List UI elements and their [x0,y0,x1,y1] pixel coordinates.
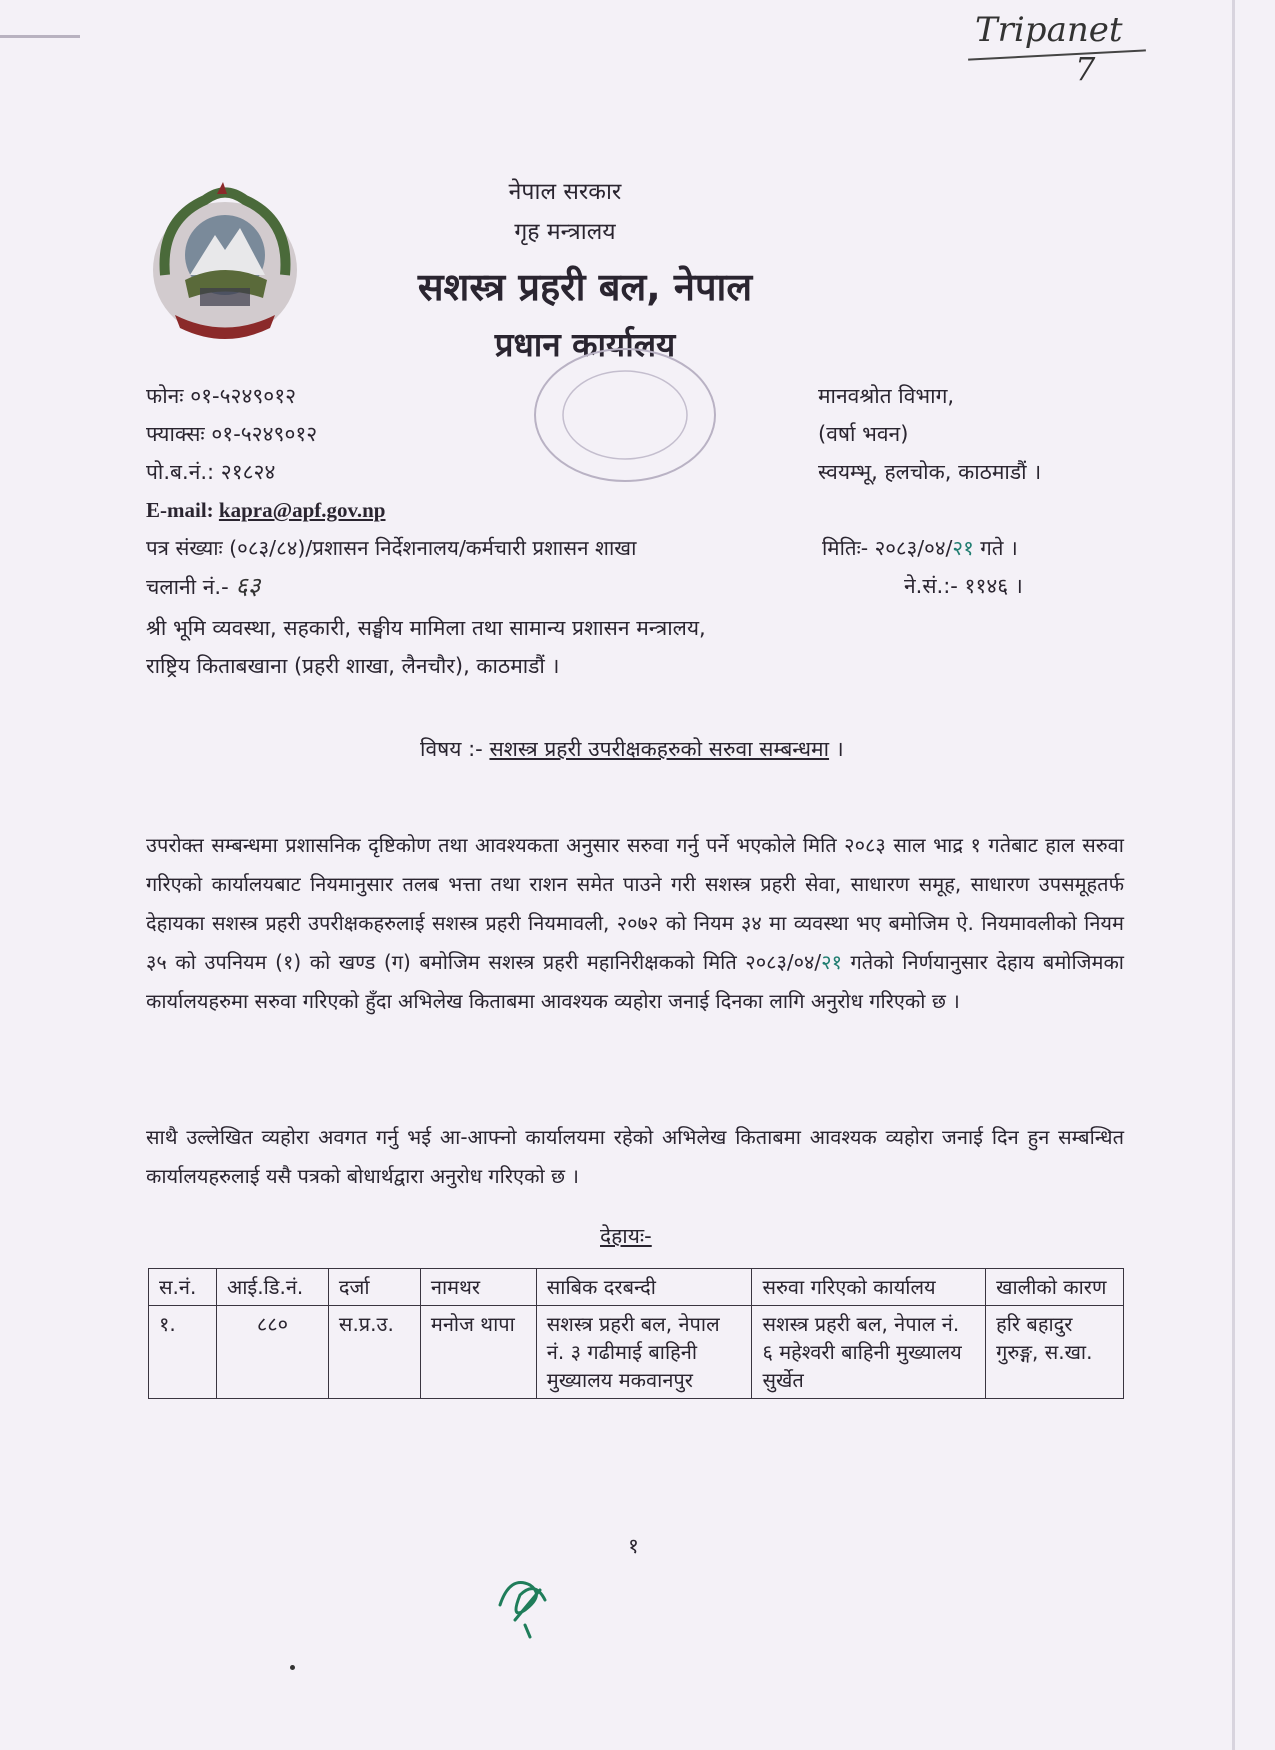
col-transferred-office: सरुवा गरिएको कार्यालय [752,1269,986,1306]
cell-transferred-office: सशस्त्र प्रहरी बल, नेपाल नं. ६ महेश्वरी बाहिनी मुख्यालय सुर्खेत [752,1306,986,1399]
cell-id: ८८० [216,1306,328,1399]
phone-number: फोनः ०१-५२४९०१२ [146,384,297,408]
header-head-office: प्रधान कार्यालय [494,325,676,364]
subject-line [420,735,844,763]
letter-reference: पत्र संख्याः (०८३/८४)/प्रशासन निर्देशनालय/कर्मचारी प्रशासन शाखा [146,536,637,560]
date-prefix: मितिः- २०८३/०४/ [822,536,953,560]
fax-number: फ्याक्सः ०१-५२४९०१२ [146,422,318,446]
col-rank: दर्जा [328,1269,420,1306]
subject-text: सशस्त्र प्रहरी उपरीक्षकहरुको सरुवा सम्बन्धमा [489,737,830,761]
email-line [146,496,386,524]
nepal-emblem-icon [145,180,305,345]
cell-vacancy-reason: हरि बहादुर गुरुङ्ग, स.खा. [986,1306,1124,1399]
col-vacancy-reason: खालीको कारण [986,1269,1124,1306]
department-name: मानवश्रोत विभाग, [818,384,955,408]
email-link[interactable]: kapra@apf.gov.np [218,498,386,522]
po-box: पो.ब.नं.: २१८२४ [146,460,276,484]
building-name: (वर्षा भवन) [818,422,909,446]
transfer-table [148,1268,1124,1399]
recipient-line2: राष्ट्रिय किताबखाना (प्रहरी शाखा, लैनचौर), काठमाडौं । [146,654,560,678]
col-id: आई.डि.नं. [216,1269,328,1306]
cell-rank: स.प्र.उ. [328,1306,420,1399]
handwritten-number: 7 [1075,50,1096,88]
signature-icon [490,1565,560,1640]
dehay-label: देहायः- [600,1224,652,1248]
office-seal-icon [530,345,720,485]
subject-label: विषय :- [420,737,490,761]
paper-edge [1232,0,1235,1750]
scan-mark [0,35,80,38]
dispatch-value: ६३ [235,572,261,600]
col-previous-post: साबिक दरबन्दी [536,1269,752,1306]
email-label: E-mail: [146,498,219,522]
table-row [149,1306,1124,1399]
cell-previous-post: सशस्त्र प्रहरी बल, नेपाल नं. ३ गढीमाई बाहिनी मुख्यालय मकवानपुर [536,1306,752,1399]
dispatch-label: चलानी नं.- [146,575,236,599]
handwritten-underline [968,49,1146,60]
body-paragraph-1 [146,826,1124,1021]
nepal-sambat-date: ने.सं.:- ११४६ । [904,574,1023,598]
recipient-line1: श्री भूमि व्यवस्था, सहकारी, सङ्घीय मामिला तथा सामान्य प्रशासन मन्त्रालय, [146,616,706,640]
date-day: २१ [952,536,974,560]
office-address: स्वयम्भू, हलचोक, काठमाडौं । [818,460,1042,484]
dispatch-number [146,572,260,601]
date-suffix: गते । [973,536,1018,560]
col-name: नामथर [420,1269,536,1306]
cell-serial: १. [149,1306,217,1399]
letter-date [822,534,1018,562]
scan-speck [290,1665,295,1670]
handwritten-note: Tripanet [975,10,1123,50]
table-header-row [149,1269,1124,1306]
header-ministry: गृह मन्त्रालय [514,219,616,245]
header-government: नेपाल सरकार [508,179,622,205]
subject-end: । [829,737,844,761]
p1-text-a: उपरोक्त सम्बन्धमा प्रशासनिक दृष्टिकोण तथा आवश्यकता अनुसार सरुवा गर्नु पर्ने भएकोले मिति २०८३ साल भाद्र १ गतेबाट हाल सरुवा गरिएको कार्यालयबाट नियमानुसार तलब भत्ता तथा राशन समेत पाउने गरी सशस्त्र प्रहरी सेवा, साधारण समूह, साधारण उपसमूहतर्फ देहायका सशस्त्र प्रहरी उपरीक्षकहरुलाई सशस्त्र प्रहरी नियमावली, २०७२ को नियम ३४ मा व्यवस्था भए बमोजिम ऐ. नियमावलीको नियम ३५ को उपनियम (१) को खण्ड (ग) बमोजिम सशस्त्र प्रहरी महानिरीक्षकको मिति २०८३/०४/ [146,833,1124,974]
body-paragraph-2: साथै उल्लेखित व्यहोरा अवगत गर्नु भई आ-आफ्नो कार्यालयमा रहेको अभिलेख किताबमा आवश्यक व्यहोरा जनाई दिन हुन सम्बन्धित कार्यालयहरुलाई यसै पत्रको बोधार्थद्वारा अनुरोध गरिएको छ । [146,1125,1124,1188]
p1-text-b: गतेको निर्णयानुसार देहाय बमोजिमका कार्यालयहरुमा सरुवा गरिएको हुँदा अभिलेख किताबमा आवश्यक व्यहोरा जनाई दिनका लागि अनुरोध गरिएको छ । [146,950,1124,1013]
header-org-name: सशस्त्र प्रहरी बल, नेपाल [417,265,753,309]
p1-date-day: २१ [821,950,842,974]
col-serial: स.नं. [149,1269,217,1306]
page-number: १ [628,1534,639,1558]
cell-name: मनोज थापा [420,1306,536,1399]
